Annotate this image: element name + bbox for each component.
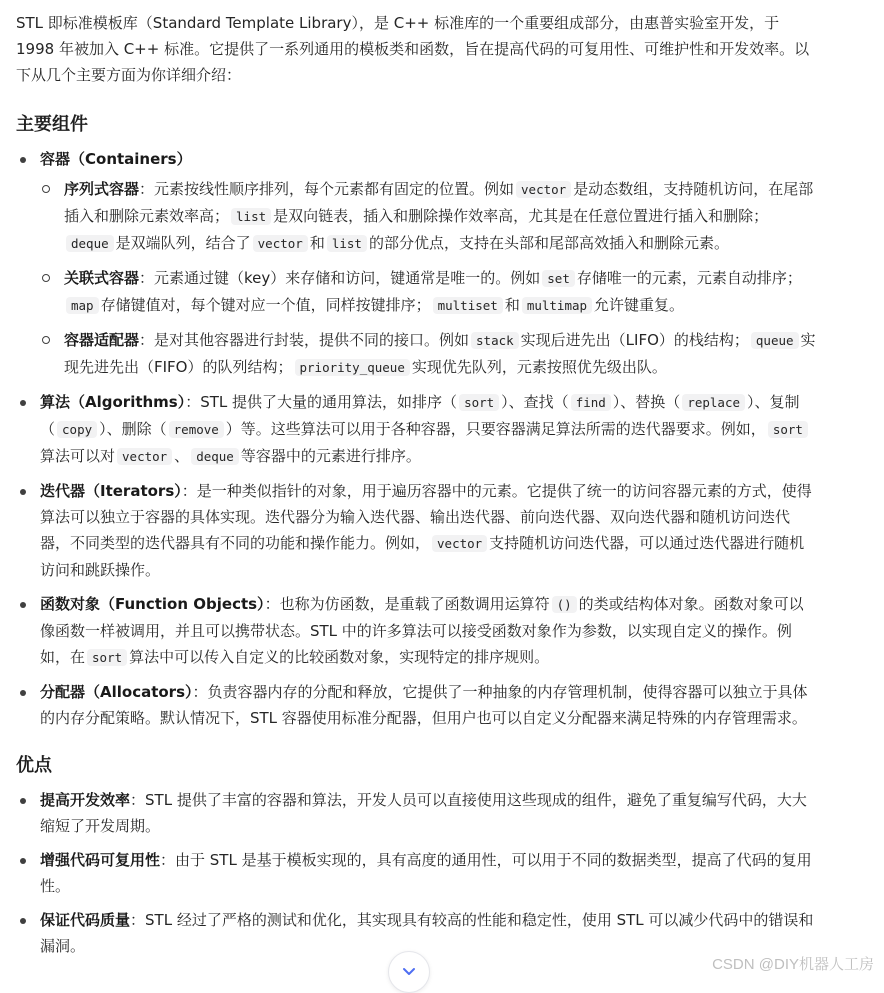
text: ：元素按线性顺序排列，每个元素都有固定的位置。例如 xyxy=(139,180,515,198)
containers-sublist xyxy=(40,176,816,381)
list-item-algorithms xyxy=(16,389,816,470)
components-list xyxy=(16,146,816,731)
chevron-down-icon xyxy=(401,963,417,979)
text: 是动态数组，支持随机访问，在尾部插入和删除元素效率高； xyxy=(64,180,814,225)
text: 的部分优点，支持在头部和尾部高效插入和删除元素。 xyxy=(368,234,729,252)
text: 存储唯一的元素，元素自动排序； xyxy=(576,269,802,287)
text: ：是一种类似指针的对象，用于遍历容器中的元素。它提供了统一的访问容器元素的方式，使得算法可以独立于容器的具体实现。迭代器分为输入迭代器、输出迭代器、前向迭代器、双向迭代器和随机访问迭代器，不同类型的迭代器具有不同的功能和操作能力。例如， xyxy=(40,482,812,552)
inline-code: vector xyxy=(117,448,172,465)
text: ）、复制（ xyxy=(40,393,800,438)
advantage-title: 提高开发效率 xyxy=(40,791,131,809)
text: 和 xyxy=(504,296,520,314)
inline-code: multiset xyxy=(433,297,503,314)
components-section xyxy=(16,110,816,731)
text: 的类或结构体对象。函数对象可以像函数一样被调用，并且可以携带状态。STL 中的许多算法可以接受函数对象作为参数，以实现自定义的操作。例如，在 xyxy=(40,595,804,666)
watermark: CSDN @DIY机器人工房 xyxy=(712,956,874,973)
adapters-title: 容器适配器 xyxy=(64,331,140,349)
inline-code: replace xyxy=(682,394,745,411)
text: 等容器中的元素进行排序。 xyxy=(240,447,421,465)
inline-code: sort xyxy=(768,421,808,438)
text: 实现优先队列，元素按照优先级出队。 xyxy=(411,358,667,376)
advantages-list xyxy=(16,787,816,959)
text: ：元素通过键（key）来存储和访问，键通常是唯一的。例如 xyxy=(139,269,541,287)
sequence-title: 序列式容器 xyxy=(64,180,140,198)
text: ）等。这些算法可以用于各种容器，只要容器满足算法所需的迭代器要求。例如， xyxy=(225,420,766,438)
scroll-down-button[interactable] xyxy=(388,951,430,993)
inline-code: map xyxy=(66,297,99,314)
inline-code: set xyxy=(542,270,575,287)
text: 算法中可以传入自定义的比较函数对象，实现特定的排序规则。 xyxy=(129,648,550,666)
advantage-title: 增强代码可复用性 xyxy=(40,851,161,869)
text: ：STL 经过了严格的测试和优化，其实现具有较高的性能和稳定性，使用 STL 可以减少代码中的错误和漏洞。 xyxy=(40,911,814,955)
inline-code: () xyxy=(552,596,577,613)
advantage-title: 保证代码质量 xyxy=(40,911,131,929)
text: 和 xyxy=(309,234,325,252)
inline-code: vector xyxy=(253,235,308,252)
list-item-allocators xyxy=(16,679,816,731)
intro-paragraph: STL 即标准模板库（Standard Template Library），是 C++ 标准库的一个重要组成部分，由惠普实验室开发，于 1998 年被加入 C++ 标准。它提供了一系列通用的模板类和函数，旨在提高代码的可复用性、可维护性和开发效率。以下从几个主要方面为你详细介绍： xyxy=(16,14,810,84)
text: 算法可以对 xyxy=(40,447,116,465)
text: 允许键重复。 xyxy=(594,296,685,314)
text: 、 xyxy=(174,447,190,465)
inline-code: list xyxy=(327,235,367,252)
list-item-iterators xyxy=(16,478,816,583)
text: 实现先进先出（FIFO）的队列结构； xyxy=(64,331,816,376)
text: 是双向链表，插入和删除操作效率高，尤其是在任意位置进行插入和删除； xyxy=(273,207,769,225)
text: ：是对其他容器进行封装，提供不同的接口。例如 xyxy=(139,331,470,349)
inline-code: stack xyxy=(471,332,519,349)
list-item-container-adapters xyxy=(40,327,816,381)
answer-content xyxy=(16,10,816,979)
inline-code: multimap xyxy=(522,297,592,314)
inline-code: deque xyxy=(66,235,114,252)
advantages-section xyxy=(16,751,816,959)
inline-code: sort xyxy=(459,394,499,411)
list-item xyxy=(16,907,816,959)
text: 实现后进先出（LIFO）的栈结构； xyxy=(520,331,749,349)
list-item xyxy=(16,847,816,899)
functors-title: 函数对象（Function Objects） xyxy=(40,595,265,613)
inline-code: priority_queue xyxy=(295,359,410,376)
text: ）、删除（ xyxy=(99,420,167,438)
text: 存储键值对，每个键对应一个值，同样按键排序； xyxy=(100,296,431,314)
containers-title: 容器（Containers） xyxy=(40,150,192,168)
text: ：由于 STL 是基于模板实现的，具有高度的通用性，可以用于不同的数据类型，提高了代码的复用性。 xyxy=(40,851,812,895)
text: ：也称为仿函数，是重载了函数调用运算符 xyxy=(264,595,550,613)
inline-code: queue xyxy=(751,332,799,349)
inline-code: list xyxy=(231,208,271,225)
algorithms-title: 算法（Algorithms） xyxy=(40,393,186,411)
inline-code: vector xyxy=(516,181,571,198)
iterators-title: 迭代器（Iterators） xyxy=(40,482,182,500)
advantages-heading: 优点 xyxy=(16,755,52,776)
list-item-sequence-containers xyxy=(40,176,816,257)
inline-code: deque xyxy=(191,448,239,465)
associative-title: 关联式容器 xyxy=(64,269,140,287)
inline-code: sort xyxy=(87,649,127,666)
text: ：STL 提供了丰富的容器和算法，开发人员可以直接使用这些现成的组件，避免了重复编写代码，大大缩短了开发周期。 xyxy=(40,791,807,835)
list-item-associative-containers xyxy=(40,265,816,319)
inline-code: copy xyxy=(57,421,97,438)
list-item-containers xyxy=(16,146,816,381)
text: 支持随机访问迭代器，可以通过迭代器进行随机访问和跳跃操作。 xyxy=(40,534,805,579)
inline-code: remove xyxy=(169,421,224,438)
text: ）、查找（ xyxy=(501,393,569,411)
list-item-function-objects xyxy=(16,591,816,671)
inline-code: vector xyxy=(432,535,487,552)
allocators-title: 分配器（Allocators） xyxy=(40,683,193,701)
inline-code: find xyxy=(571,394,611,411)
list-item xyxy=(16,787,816,839)
text: 是双端队列，结合了 xyxy=(115,234,251,252)
text: ）、替换（ xyxy=(612,393,681,411)
components-heading: 主要组件 xyxy=(16,114,88,135)
text: ：负责容器内存的分配和释放，它提供了一种抽象的内存管理机制，使得容器可以独立于具体的内存分配策略。默认情况下，STL 容器使用标准分配器，但用户也可以自定义分配器来满足特殊的内存管理需求。 xyxy=(40,683,808,727)
text: ：STL 提供了大量的通用算法，如排序（ xyxy=(185,393,458,411)
